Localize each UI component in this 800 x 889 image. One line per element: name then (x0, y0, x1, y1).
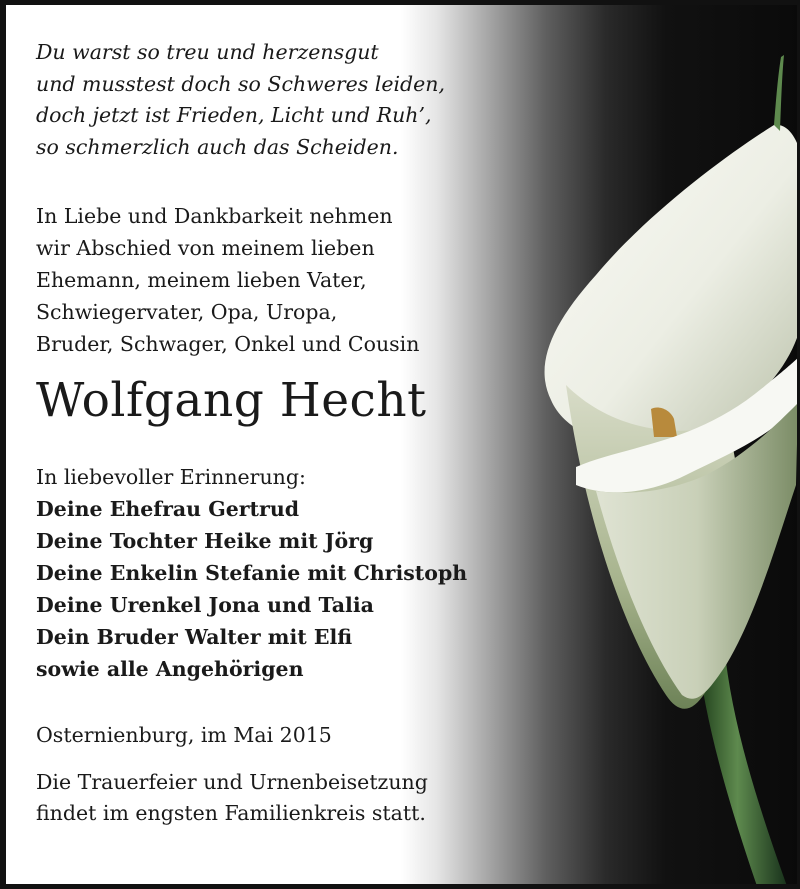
ceremony-line: Die Trauerfeier und Urnenbeisetzung (36, 770, 428, 794)
poem-line: Du warst so treu und herzensgut (36, 40, 379, 64)
place-date: Osternienburg, im Mai 2015 (36, 723, 332, 747)
poem-line: so schmerzlich auch das Scheiden. (36, 134, 399, 159)
mourners-list (36, 493, 467, 685)
intro-line: Schwiegervater, Opa, Uropa, (36, 300, 338, 324)
mourner-entry: Dein Bruder Walter mit Elfi (36, 625, 353, 649)
intro-line: wir Abschied von meinem lieben (36, 236, 375, 260)
mourner-entry: Deine Tochter Heike mit Jörg (36, 529, 374, 553)
intro-line: Bruder, Schwager, Onkel und Cousin (36, 332, 420, 356)
intro-line: In Liebe und Dankbarkeit nehmen (36, 204, 393, 228)
poem-line: doch jetzt ist Frieden, Licht und Ruh’, (36, 103, 432, 127)
mourner-entry: Deine Enkelin Stefanie mit Christoph (36, 561, 468, 585)
poem-line: und musstest doch so Schweres leiden, (36, 71, 446, 96)
ceremony-note (36, 767, 428, 829)
mourner-entry: Deine Urenkel Jona und Talia (36, 593, 374, 617)
poem (36, 37, 445, 163)
ceremony-line: findet im engsten Familienkreis statt. (36, 801, 426, 825)
farewell-intro (36, 200, 419, 360)
mourner-entry: Deine Ehefrau Gertrud (36, 497, 300, 521)
mourner-entry: sowie alle Angehörigen (36, 657, 304, 681)
deceased-name: Wolfgang Hecht (36, 373, 427, 428)
memory-heading: In liebevoller Erinnerung: (36, 465, 306, 489)
intro-line: Ehemann, meinem lieben Vater, (36, 268, 367, 292)
